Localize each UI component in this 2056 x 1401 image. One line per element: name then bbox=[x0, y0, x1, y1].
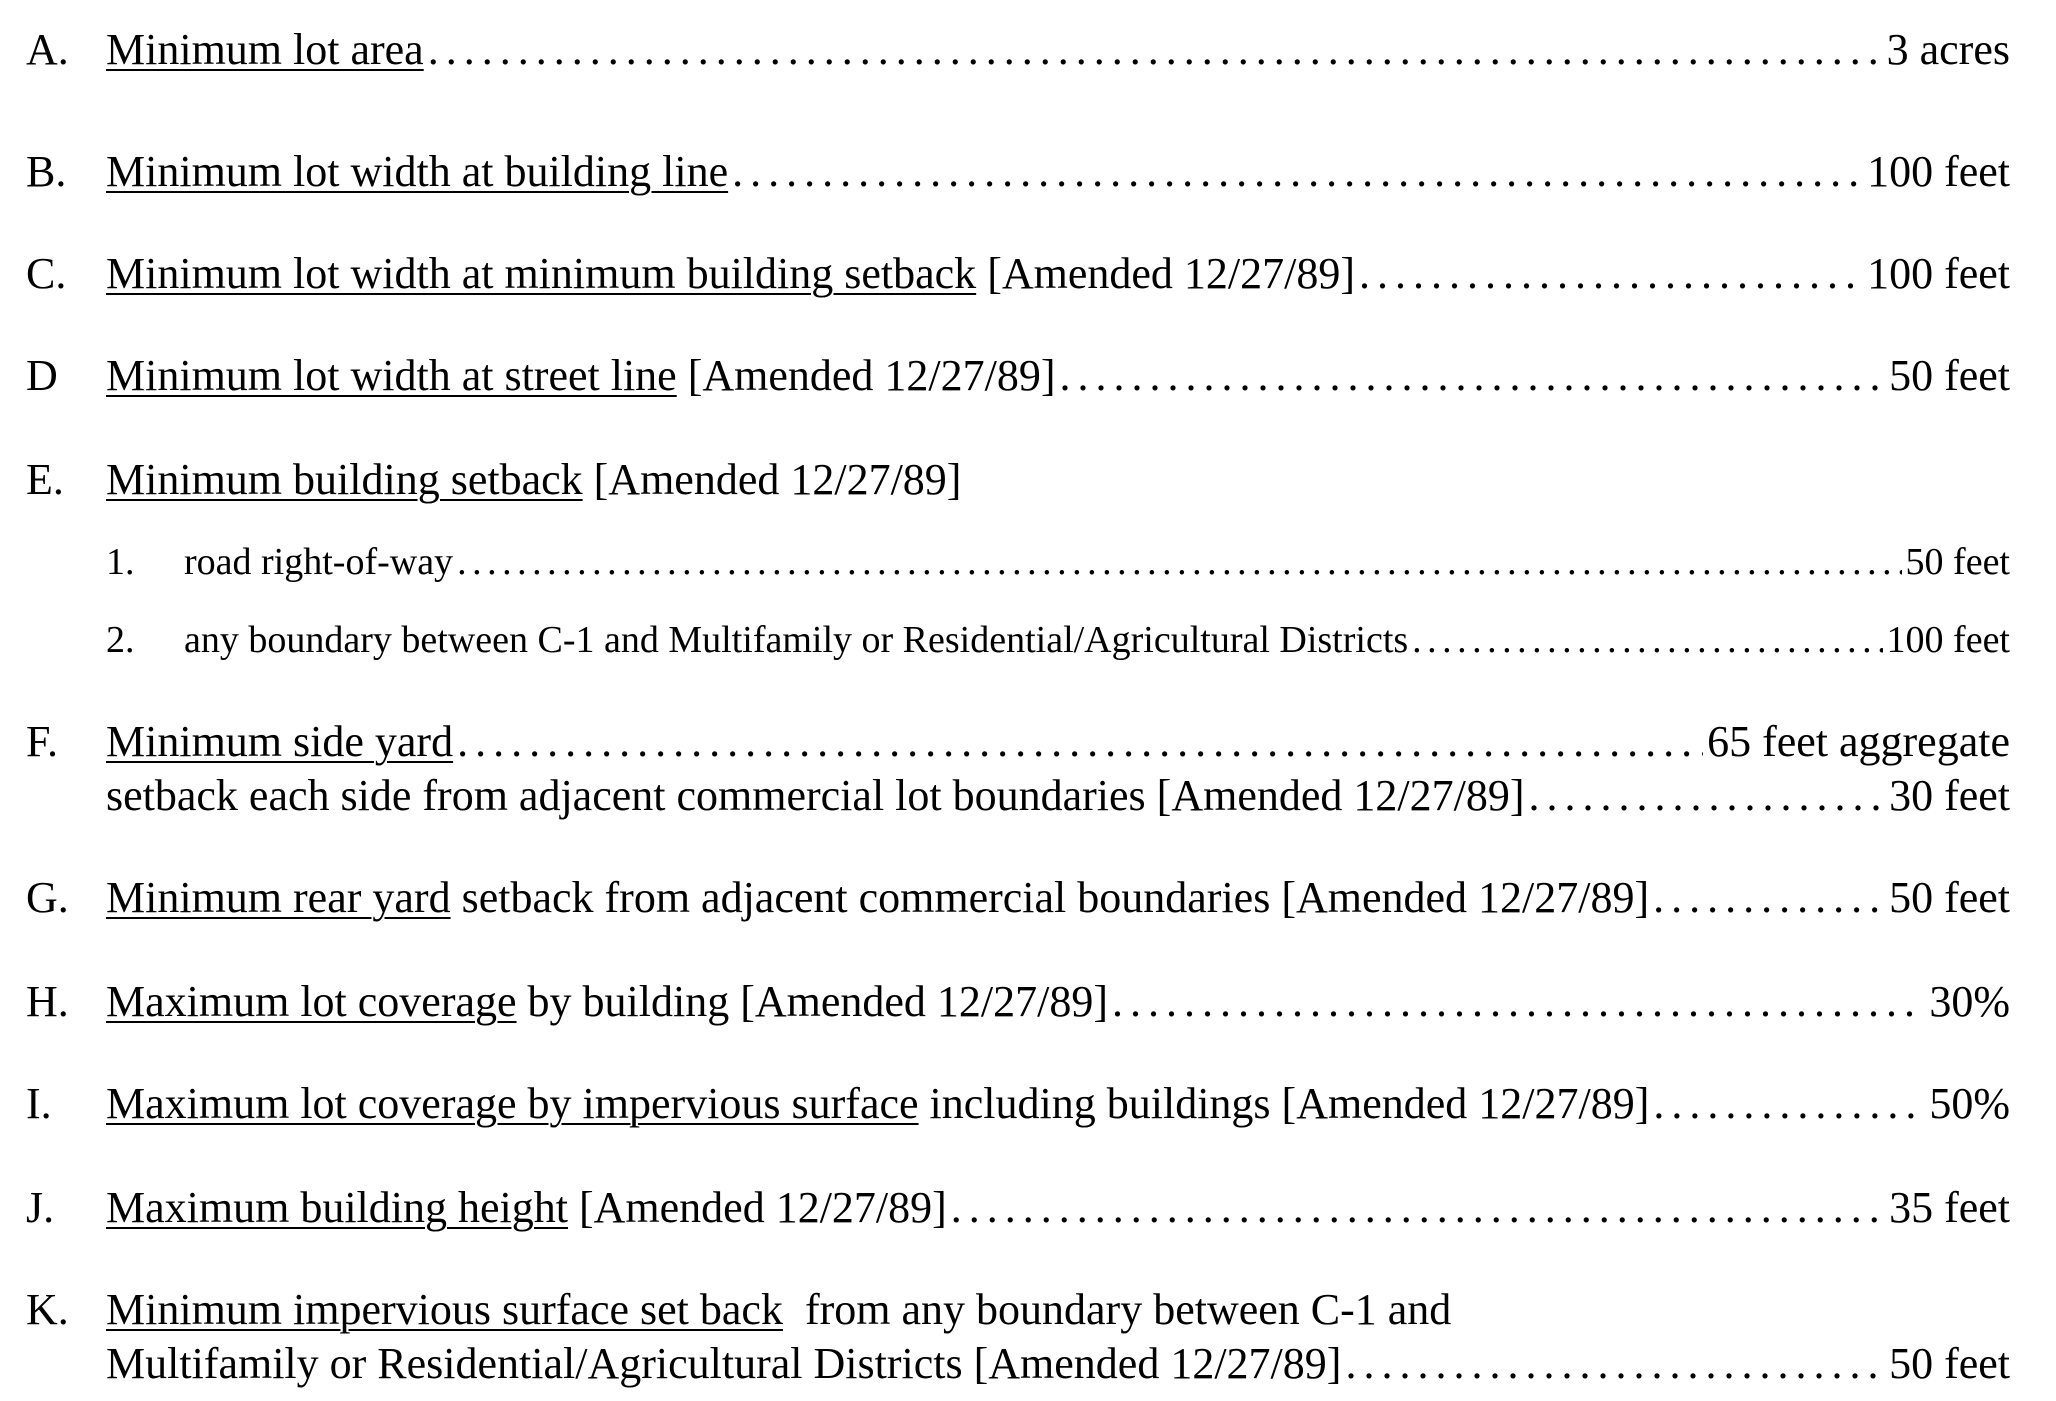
item-extra: [Amended 12/27/89] bbox=[676, 351, 1056, 400]
leader-dots bbox=[1359, 248, 1863, 300]
leader-dots bbox=[951, 1182, 1885, 1234]
item-extra: [Amended 12/27/89] bbox=[976, 249, 1355, 298]
item-extra: setback from adjacent commercial boundaries [Amended 12/27/89] bbox=[450, 873, 1650, 922]
item-value: 100 feet bbox=[1867, 249, 2010, 298]
item-letter: D bbox=[26, 351, 58, 400]
item-extra: including buildings [Amended 12/27/89] bbox=[918, 1079, 1650, 1128]
item-label: Minimum lot width at street line bbox=[106, 351, 677, 400]
item-value: 50 feet bbox=[1889, 873, 2010, 922]
item-e-sub-2 bbox=[0, 614, 2056, 666]
item-value: 30% bbox=[1929, 977, 2010, 1026]
item-letter: J. bbox=[26, 1183, 55, 1232]
item-extra: by building [Amended 12/27/89] bbox=[516, 977, 1109, 1026]
leader-dots bbox=[1653, 1078, 1925, 1130]
sub-item-value: 100 feet bbox=[1886, 619, 2010, 661]
item-label: Minimum lot width at building line bbox=[106, 147, 729, 196]
item-label: Minimum building setback bbox=[106, 455, 583, 504]
leader-dots bbox=[1060, 350, 1886, 402]
item-label: Minimum impervious surface set back bbox=[106, 1285, 783, 1334]
leader-dots bbox=[428, 24, 1883, 76]
leader-dots bbox=[1112, 976, 1925, 1028]
leader-dots bbox=[457, 536, 1901, 588]
leader-dots bbox=[1528, 770, 1885, 822]
leader-dots bbox=[732, 146, 1863, 198]
item-value: 50 feet bbox=[1889, 351, 2010, 400]
item-letter: C. bbox=[26, 249, 67, 298]
item-letter: G. bbox=[26, 873, 69, 922]
item-letter: I. bbox=[26, 1079, 52, 1128]
item-j bbox=[0, 1182, 2056, 1234]
item-f-continuation bbox=[0, 770, 2056, 822]
item-letter: B. bbox=[26, 147, 67, 196]
item-letter: E. bbox=[26, 455, 64, 504]
item-value: 65 feet aggregate bbox=[1707, 717, 2010, 766]
item-label: Minimum side yard bbox=[106, 717, 454, 766]
item-label: Minimum lot area bbox=[106, 25, 424, 74]
item-e-sub-1 bbox=[0, 536, 2056, 588]
item-continuation-text: setback each side from adjacent commercial lot boundaries [Amended 12/27/89] bbox=[106, 771, 1525, 820]
item-label: Minimum rear yard bbox=[106, 873, 451, 922]
item-value: 30 feet bbox=[1889, 771, 2010, 820]
item-letter: K. bbox=[26, 1285, 69, 1334]
item-letter: F. bbox=[26, 717, 58, 766]
item-value: 35 feet bbox=[1889, 1183, 2010, 1232]
item-extra: [Amended 12/27/89] bbox=[582, 455, 962, 504]
sub-item-text: any boundary between C-1 and Multifamily or Residential/Agricultural Districts bbox=[184, 619, 1409, 661]
item-c bbox=[0, 248, 2056, 300]
item-f bbox=[0, 716, 2056, 768]
item-e bbox=[0, 454, 2056, 506]
item-label: Maximum building height bbox=[106, 1183, 568, 1232]
leader-dots bbox=[457, 716, 1703, 768]
sub-item-number: 2. bbox=[106, 619, 135, 661]
item-value: 100 feet bbox=[1867, 147, 2010, 196]
item-k-continuation bbox=[0, 1338, 2056, 1390]
item-d bbox=[0, 350, 2056, 402]
item-value: 50 feet bbox=[1889, 1339, 2010, 1388]
item-value: 50% bbox=[1929, 1079, 2010, 1128]
item-a bbox=[0, 24, 2056, 76]
sub-item-number: 1. bbox=[106, 541, 135, 583]
item-extra: [Amended 12/27/89] bbox=[567, 1183, 947, 1232]
item-continuation-text: Multifamily or Residential/Agricultural Districts [Amended 12/27/89] bbox=[106, 1339, 1342, 1388]
item-value: 3 acres bbox=[1886, 25, 2010, 74]
item-i bbox=[0, 1078, 2056, 1130]
sub-item-text: road right-of-way bbox=[184, 541, 454, 583]
item-g bbox=[0, 872, 2056, 924]
item-b bbox=[0, 146, 2056, 198]
item-label: Maximum lot coverage bbox=[106, 977, 517, 1026]
leader-dots bbox=[1345, 1338, 1885, 1390]
leader-dots bbox=[1653, 872, 1885, 924]
leader-dots bbox=[1412, 614, 1882, 666]
item-h bbox=[0, 976, 2056, 1028]
sub-item-value: 50 feet bbox=[1905, 541, 2010, 583]
item-letter: H. bbox=[26, 977, 69, 1026]
item-label: Maximum lot coverage by impervious surface bbox=[106, 1079, 919, 1128]
item-extra: from any boundary between C-1 and bbox=[782, 1285, 1452, 1334]
item-letter: A. bbox=[26, 25, 69, 74]
item-label: Minimum lot width at minimum building setback bbox=[106, 249, 977, 298]
item-k bbox=[0, 1284, 2056, 1336]
